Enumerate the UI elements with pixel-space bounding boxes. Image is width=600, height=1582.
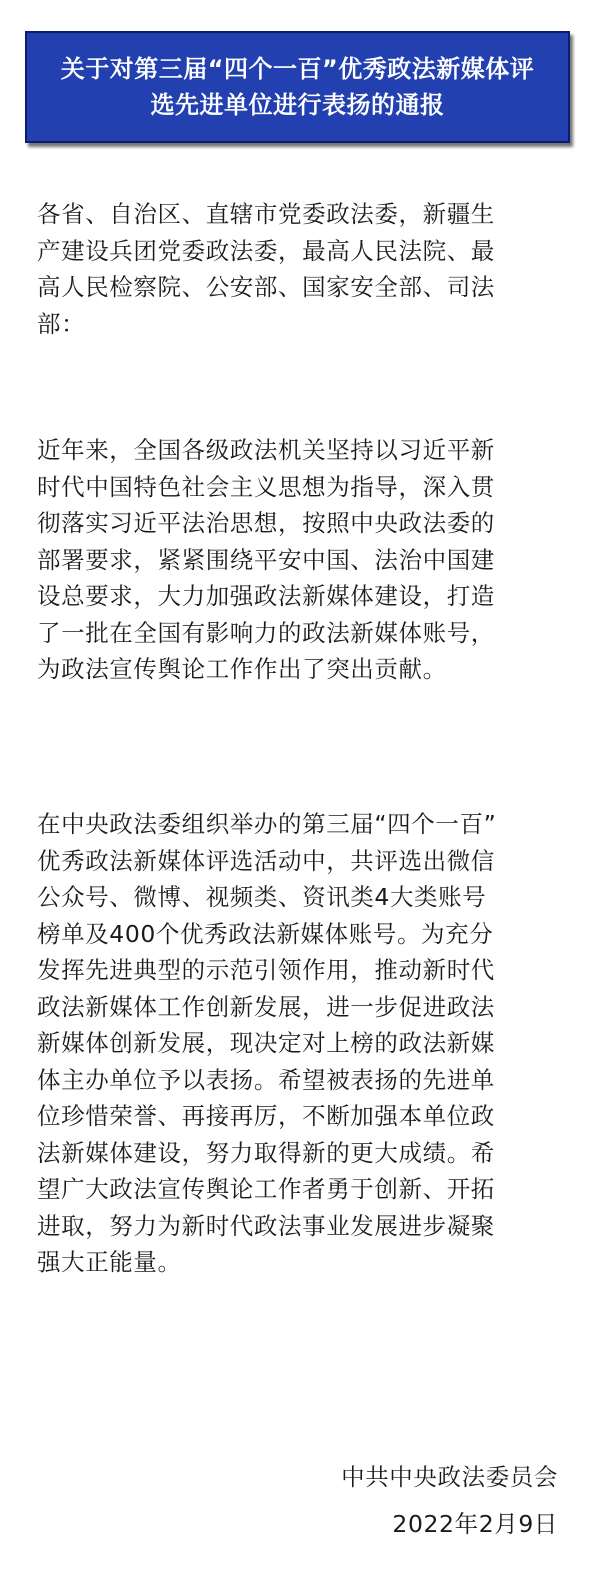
title-banner: [25, 31, 570, 143]
commendation-paragraph: 在中央政法委组织举办的第三届“四个一百” 优秀政法新媒体评选活动中，共评选出微信 公众号、微博、视频类、资讯类4大类账号 榜单及400个优秀政法新媒体账号。为充分 发挥先进典型的示范引领作用，推动新时代 政法新媒体工作创新发展，进一步促进政法 新媒体创新发展，现决定对上榜的政法新媒 体主办单位予以表扬。希望被表扬的先进单 位珍惜荣誉、再接再厉，不断加强本单位政 法新媒体建设，努力取得新的更大成绩。希 望广大政法宣传舆论工作者勇于创新、开拓 进取，努力为新时代政法事业发展进步凝聚 强大正能量。: [37, 810, 497, 1276]
notice-title-line-1: 关于对第三届“四个一百”优秀政法新媒体评: [60, 55, 535, 83]
issuing-organization: 中共中央政法委员会: [341, 1463, 558, 1491]
issue-date: 2022年2月9日: [392, 1510, 558, 1538]
addressee-paragraph: 各省、自治区、直辖市党委政法委，新疆生 产建设兵团党委政法委，最高人民法院、最 高人民检察院、公安部、国家安全部、司法 部：: [37, 200, 495, 338]
notice-title-line-2: 选先进单位进行表扬的通报: [150, 91, 445, 119]
background-paragraph: 近年来，全国各级政法机关坚持以习近平新 时代中国特色社会主义思想为指导，深入贯 彻落实习近平法治思想，按照中央政法委的 部署要求，紧紧围绕平安中国、法治中国建 设总要求，大力加强政法新媒体建设，打造 了一批在全国有影响力的政法新媒体账号， 为政法宣传舆论工作作出了突出贡献。: [37, 436, 495, 683]
